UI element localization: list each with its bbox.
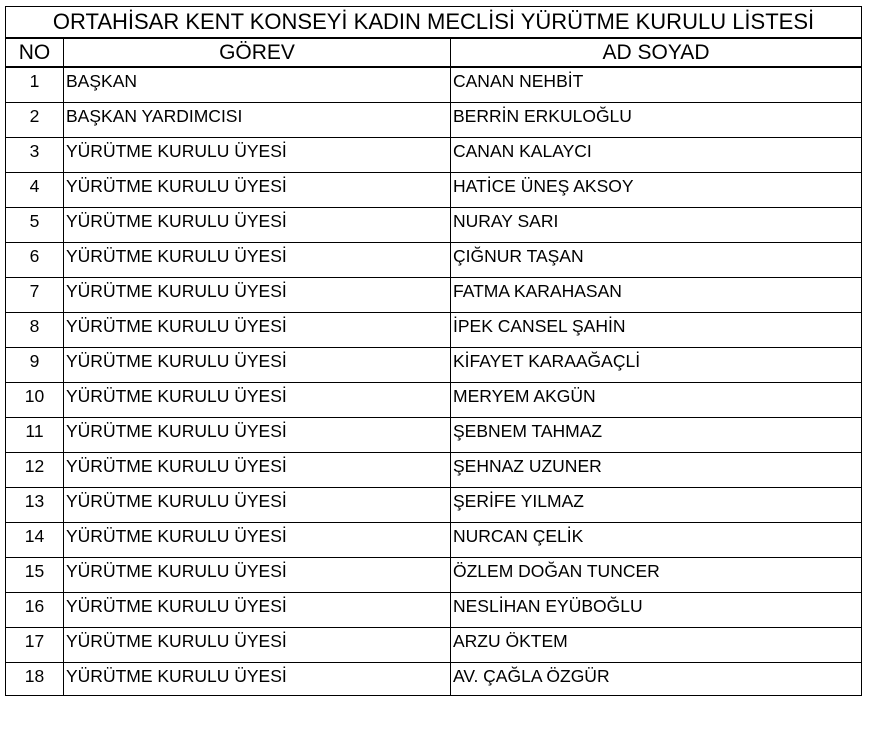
cell-name: ÇIĞNUR TAŞAN	[451, 242, 862, 277]
cell-role: YÜRÜTME KURULU ÜYESİ	[64, 522, 451, 557]
cell-name: BERRİN ERKULOĞLU	[451, 102, 862, 137]
cell-name: ARZU ÖKTEM	[451, 627, 862, 662]
cell-role: YÜRÜTME KURULU ÜYESİ	[64, 242, 451, 277]
member-list-table	[5, 6, 862, 696]
cell-role: BAŞKAN	[64, 67, 451, 102]
cell-no: 17	[6, 627, 64, 662]
cell-name: ÖZLEM DOĞAN TUNCER	[451, 557, 862, 592]
table-row	[6, 522, 862, 557]
cell-role: BAŞKAN YARDIMCISI	[64, 102, 451, 137]
table-row	[6, 242, 862, 277]
column-header-role: GÖREV	[64, 38, 451, 67]
cell-role: YÜRÜTME KURULU ÜYESİ	[64, 277, 451, 312]
cell-name: KİFAYET KARAAĞAÇLİ	[451, 347, 862, 382]
cell-name: ŞEBNEM TAHMAZ	[451, 417, 862, 452]
cell-no: 12	[6, 452, 64, 487]
cell-name: AV. ÇAĞLA ÖZGÜR	[451, 662, 862, 695]
cell-no: 16	[6, 592, 64, 627]
cell-name: İPEK CANSEL ŞAHİN	[451, 312, 862, 347]
table-row	[6, 102, 862, 137]
cell-name: ŞERİFE YILMAZ	[451, 487, 862, 522]
cell-no: 10	[6, 382, 64, 417]
table-row	[6, 312, 862, 347]
table-row	[6, 662, 862, 695]
document-title: ORTAHİSAR KENT KONSEYİ KADIN MECLİSİ YÜRÜTME KURULU LİSTESİ	[6, 7, 862, 39]
cell-name: CANAN KALAYCI	[451, 137, 862, 172]
cell-no: 13	[6, 487, 64, 522]
cell-no: 7	[6, 277, 64, 312]
table-row	[6, 172, 862, 207]
column-header-name: AD SOYAD	[451, 38, 862, 67]
cell-name: FATMA KARAHASAN	[451, 277, 862, 312]
cell-name: HATİCE ÜNEŞ AKSOY	[451, 172, 862, 207]
cell-no: 6	[6, 242, 64, 277]
cell-role: YÜRÜTME KURULU ÜYESİ	[64, 347, 451, 382]
cell-role: YÜRÜTME KURULU ÜYESİ	[64, 627, 451, 662]
cell-no: 14	[6, 522, 64, 557]
cell-role: YÜRÜTME KURULU ÜYESİ	[64, 662, 451, 695]
cell-no: 5	[6, 207, 64, 242]
title-row	[6, 7, 862, 39]
cell-name: NESLİHAN EYÜBOĞLU	[451, 592, 862, 627]
table-row	[6, 627, 862, 662]
table-row	[6, 207, 862, 242]
cell-name: CANAN NEHBİT	[451, 67, 862, 102]
table-row	[6, 417, 862, 452]
cell-name: NURAY SARI	[451, 207, 862, 242]
cell-name: NURCAN ÇELİK	[451, 522, 862, 557]
table-row	[6, 137, 862, 172]
cell-no: 4	[6, 172, 64, 207]
cell-role: YÜRÜTME KURULU ÜYESİ	[64, 452, 451, 487]
cell-role: YÜRÜTME KURULU ÜYESİ	[64, 172, 451, 207]
cell-role: YÜRÜTME KURULU ÜYESİ	[64, 557, 451, 592]
cell-role: YÜRÜTME KURULU ÜYESİ	[64, 487, 451, 522]
table-row	[6, 382, 862, 417]
column-header-no: NO	[6, 38, 64, 67]
cell-no: 3	[6, 137, 64, 172]
table-row	[6, 592, 862, 627]
cell-no: 15	[6, 557, 64, 592]
table-row	[6, 277, 862, 312]
table-row	[6, 557, 862, 592]
member-list-sheet	[5, 6, 861, 696]
cell-role: YÜRÜTME KURULU ÜYESİ	[64, 207, 451, 242]
cell-no: 2	[6, 102, 64, 137]
cell-no: 1	[6, 67, 64, 102]
cell-name: MERYEM AKGÜN	[451, 382, 862, 417]
cell-no: 8	[6, 312, 64, 347]
table-row	[6, 347, 862, 382]
cell-name: ŞEHNAZ UZUNER	[451, 452, 862, 487]
table-row	[6, 67, 862, 102]
cell-role: YÜRÜTME KURULU ÜYESİ	[64, 382, 451, 417]
cell-role: YÜRÜTME KURULU ÜYESİ	[64, 137, 451, 172]
cell-role: YÜRÜTME KURULU ÜYESİ	[64, 592, 451, 627]
cell-role: YÜRÜTME KURULU ÜYESİ	[64, 312, 451, 347]
cell-no: 11	[6, 417, 64, 452]
cell-no: 18	[6, 662, 64, 695]
header-row	[6, 38, 862, 67]
cell-role: YÜRÜTME KURULU ÜYESİ	[64, 417, 451, 452]
table-row	[6, 487, 862, 522]
table-body	[6, 67, 862, 695]
table-row	[6, 452, 862, 487]
cell-no: 9	[6, 347, 64, 382]
